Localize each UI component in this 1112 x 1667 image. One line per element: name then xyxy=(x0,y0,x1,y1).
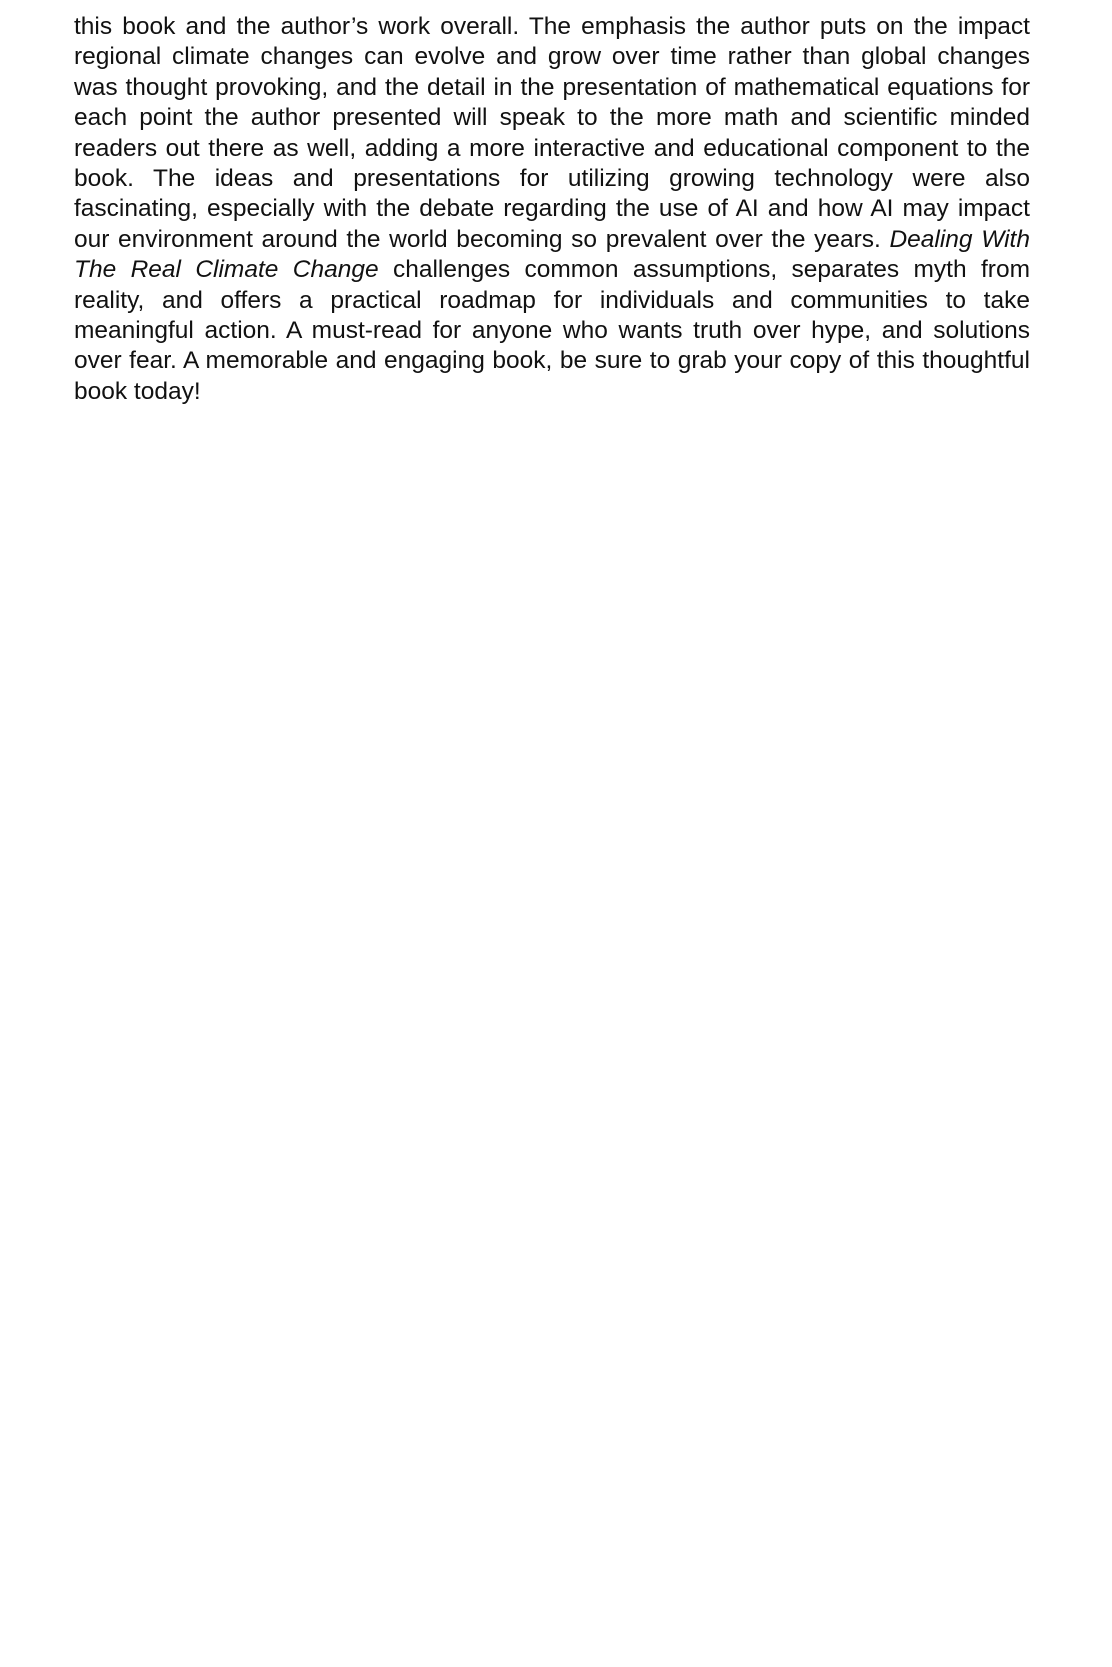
review-paragraph xyxy=(74,12,1030,407)
review-text-part-1: this book and the author’s work overall. The emphasis the author puts on the impact regional climate changes can evolve and grow over time rather than global changes was thought provoking, and the detail in the presentation of mathematical equations for each point the author presented will speak to the more math and scientific minded readers out there as well, adding a more interactive and educational component to the book. The ideas and presentations for utilizing growing technology were also fascinating, especially with the debate regarding the use of AI and how AI may impact our environment around the world becoming so prevalent over the years. xyxy=(74,13,1030,253)
book-title: Dealing With The Real Climate Change xyxy=(74,225,1030,284)
review-text-part-2: challenges common assumptions, separates myth from reality, and offers a practical roadmap for individuals and communities to take meaningful action. A must-read for anyone who wants truth over hype, and solutions over fear. A memorable and engaging book, be sure to grab your copy of this thoughtful book today! xyxy=(74,256,1030,405)
